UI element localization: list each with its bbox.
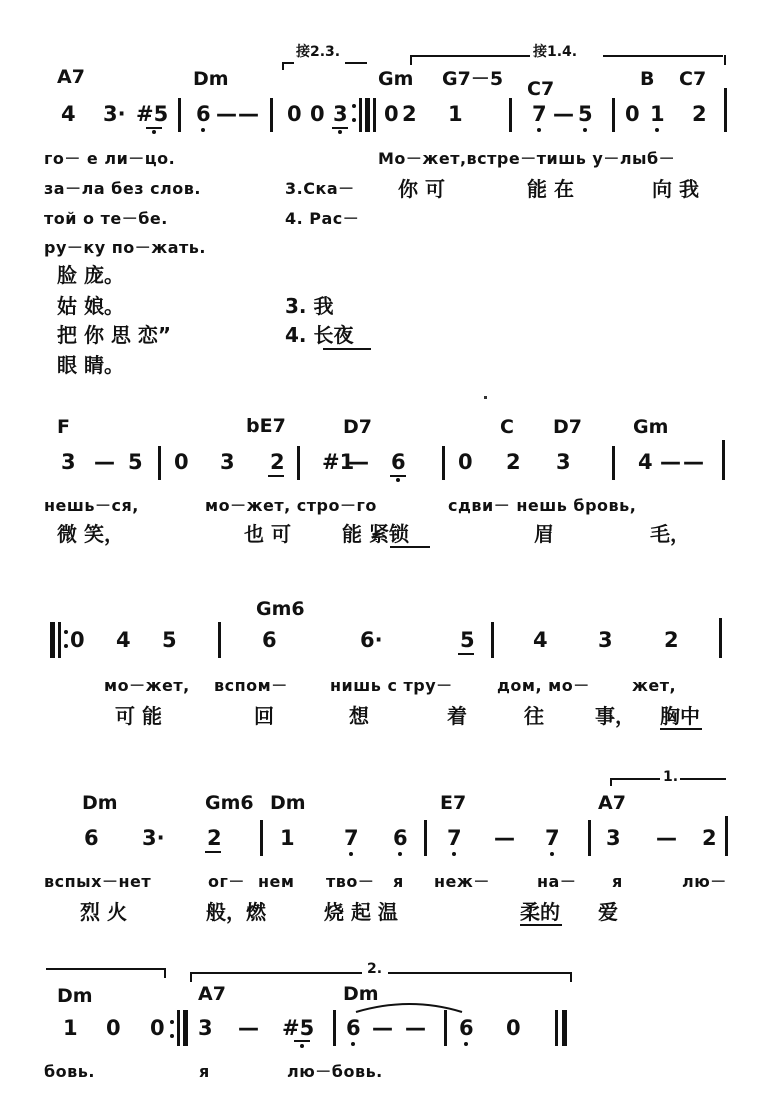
bar-line: [177, 1010, 180, 1046]
lyric-line: 能 紧锁: [342, 522, 409, 546]
lyric-line: нишь с тру－: [330, 676, 453, 695]
ending-label-2-3: 接2.3.: [296, 44, 341, 60]
bar-line: [297, 446, 300, 480]
note: 3: [220, 450, 235, 474]
lyric-line: 般，燃: [206, 900, 266, 924]
final-bar: [562, 1010, 567, 1046]
lyric-line: 你 可: [398, 177, 445, 201]
note: 6: [393, 826, 408, 850]
note: 5: [128, 450, 143, 474]
ending-line: [282, 62, 284, 70]
lyric-line: 事，: [595, 704, 635, 728]
lyric-line: ру－ку по－жать.: [44, 238, 206, 257]
lyric-line: я: [393, 872, 404, 891]
note: 7: [447, 826, 462, 850]
lyric-line: 烧 起 温: [324, 900, 398, 924]
octave-dot: [452, 852, 456, 856]
note: 4: [638, 450, 653, 474]
underline-beam: [332, 127, 348, 129]
lyric-underline: [323, 348, 371, 350]
note: 2: [270, 450, 285, 474]
bar-line: [612, 98, 615, 132]
lyric-line: 微 笑，: [57, 522, 124, 546]
note: #5: [136, 102, 169, 126]
chord-symbol: E7: [440, 792, 467, 814]
bar-line: [444, 1010, 447, 1046]
chord-symbol: Dm: [270, 792, 306, 814]
volta-line: [570, 972, 572, 982]
note: 1: [63, 1016, 78, 1040]
lyric-line: 回: [254, 704, 274, 728]
note: —: [238, 1016, 259, 1040]
note: 3: [198, 1016, 213, 1040]
lyric-line: неж－: [434, 872, 490, 891]
note: —: [94, 450, 115, 474]
note: 0: [106, 1016, 121, 1040]
note: 0: [287, 102, 302, 126]
underline-beam: [458, 653, 474, 655]
octave-dot: [349, 852, 353, 856]
volta-line: [164, 968, 166, 978]
bar-line: [442, 446, 445, 480]
note: —: [216, 102, 237, 126]
bar-line: [612, 446, 615, 480]
lyric-line: мо－жет,: [104, 676, 190, 695]
lyric-line: 3. 我: [285, 294, 334, 318]
tie-arc: [354, 996, 466, 1016]
volta-label-1: 1.: [663, 769, 679, 785]
lyric-line: 脸 庞。: [57, 263, 124, 287]
note: 4: [61, 102, 76, 126]
lyric-line: вспых－нет: [44, 872, 152, 891]
octave-dot: [201, 128, 205, 132]
chord-symbol: C7: [527, 78, 555, 100]
note: 6: [391, 450, 406, 474]
volta-line: [680, 778, 726, 780]
note: 4: [116, 628, 131, 652]
repeat-bar: [183, 1010, 188, 1046]
bar-line: [158, 446, 161, 480]
ending-line: [410, 55, 412, 65]
lyric-line: 能 在: [527, 177, 574, 201]
ending-line: [724, 55, 726, 65]
lyric-line: 4. 长夜: [285, 323, 354, 347]
lyric-line: жет,: [632, 676, 677, 695]
chord-symbol: D7: [343, 416, 372, 438]
octave-dot: [464, 1042, 468, 1046]
note: 2: [506, 450, 521, 474]
lyric-line: 姑 娘。: [57, 294, 124, 318]
note: —: [372, 1016, 393, 1040]
chord-symbol: Dm: [193, 68, 229, 90]
underline-beam: [390, 475, 406, 477]
note: 0: [174, 450, 189, 474]
lyric-line: дом, мо－: [497, 676, 590, 695]
note: 7: [532, 102, 547, 126]
bar-line: [722, 440, 725, 480]
note: 2: [402, 102, 417, 126]
chord-symbol: C7: [679, 68, 707, 90]
underline-beam: [268, 475, 284, 477]
octave-dot: [655, 128, 659, 132]
lyric-line: я: [612, 872, 623, 891]
chord-symbol: A7: [198, 983, 226, 1005]
repeat-dot: [352, 104, 356, 108]
lyric-line: 3.Ска－: [285, 179, 355, 198]
lyric-line: лю－бовь.: [287, 1062, 383, 1081]
note: #1: [322, 450, 355, 474]
note: 6·: [360, 628, 383, 652]
volta-line: [46, 968, 164, 970]
lyric-line: 也 可: [244, 522, 291, 546]
volta-line: [388, 972, 571, 974]
bar-line: [555, 1010, 558, 1046]
volta-line: [190, 972, 362, 974]
note: —: [494, 826, 515, 850]
note: 0: [150, 1016, 165, 1040]
lyric-line: я: [199, 1062, 210, 1081]
note: #5: [282, 1016, 315, 1040]
chord-symbol: Gm6: [256, 598, 305, 620]
lyric-underline: [390, 546, 430, 548]
note: —: [660, 450, 681, 474]
note: 3: [598, 628, 613, 652]
note: 0: [310, 102, 325, 126]
note: 0: [506, 1016, 521, 1040]
lyric-line: ог－: [208, 872, 245, 891]
lyric-line: 想: [349, 704, 369, 728]
repeat-dot: [352, 118, 356, 122]
note: 5: [578, 102, 593, 126]
bar-line: [491, 622, 494, 658]
lyric-line: 往: [524, 704, 544, 728]
repeat-dot: [64, 630, 68, 634]
note: 3: [606, 826, 621, 850]
chord-symbol: Dm: [343, 983, 379, 1005]
print-speck: [484, 396, 487, 399]
note: 2: [207, 826, 222, 850]
note: 6: [459, 1016, 474, 1040]
lyric-line: 眉: [534, 522, 554, 546]
bar-line: [424, 820, 427, 856]
bar-line: [333, 1010, 336, 1046]
repeat-bar: [365, 98, 370, 132]
note: —: [348, 450, 369, 474]
ending-label-1-4: 接1.4.: [533, 44, 578, 60]
lyric-underline: [660, 728, 702, 730]
lyric-line: 爱: [598, 900, 618, 924]
lyric-line: мо－жет, стро－го: [205, 496, 377, 515]
chord-symbol: Dm: [57, 985, 93, 1007]
octave-dot: [550, 852, 554, 856]
bar-line: [260, 820, 263, 856]
note: 4: [533, 628, 548, 652]
octave-dot: [583, 128, 587, 132]
bar-line: [509, 98, 512, 132]
lyric-line: 柔的: [520, 900, 560, 924]
lyric-line: го－ е ли－цо.: [44, 149, 176, 168]
lyric-line: 胸中: [660, 704, 700, 728]
octave-dot: [338, 130, 342, 134]
bar-line: [719, 618, 722, 658]
note: 0: [625, 102, 640, 126]
lyric-line: нешь－ся,: [44, 496, 139, 515]
repeat-dot: [170, 1020, 174, 1024]
repeat-dot: [64, 644, 68, 648]
bar-line: [588, 820, 591, 856]
note: 3: [333, 102, 348, 126]
underline-beam: [146, 127, 162, 129]
bar-line: [359, 98, 362, 132]
note: 0: [458, 450, 473, 474]
chord-symbol: Gm: [378, 68, 414, 90]
note: 6: [346, 1016, 361, 1040]
lyric-line: нем: [258, 872, 295, 891]
repeat-dot: [170, 1034, 174, 1038]
bar-line: [373, 98, 376, 132]
chord-symbol: Gm6: [205, 792, 254, 814]
note: 3: [556, 450, 571, 474]
lyric-line: той о те－бе.: [44, 209, 168, 228]
chord-symbol: C: [500, 416, 514, 438]
note: 1: [650, 102, 665, 126]
volta-line: [610, 778, 660, 780]
lyric-line: за－ла без слов.: [44, 179, 201, 198]
bar-line: [58, 622, 61, 658]
bar-line: [725, 816, 728, 856]
note: 2: [692, 102, 707, 126]
ending-line: [603, 55, 723, 57]
volta-line: [610, 778, 612, 786]
note: 7: [545, 826, 560, 850]
note: 1: [280, 826, 295, 850]
octave-dot: [398, 852, 402, 856]
lyric-line: бовь.: [44, 1062, 95, 1081]
chord-symbol: A7: [598, 792, 626, 814]
note: —: [238, 102, 259, 126]
lyric-line: тво－: [326, 872, 375, 891]
chord-symbol: D7: [553, 416, 582, 438]
note: —: [405, 1016, 426, 1040]
note: —: [656, 826, 677, 850]
lyric-line: 向 我: [652, 177, 699, 201]
bar-line: [724, 88, 727, 132]
underline-beam: [294, 1040, 310, 1042]
ending-line: [412, 55, 530, 57]
note: 2: [702, 826, 717, 850]
chord-symbol: B: [640, 68, 655, 90]
ending-line: [345, 62, 367, 64]
chord-symbol: Gm: [633, 416, 669, 438]
bar-line: [218, 622, 221, 658]
lyric-underline: [520, 924, 562, 926]
note: —: [553, 102, 574, 126]
note: 3·: [103, 102, 126, 126]
note: —: [683, 450, 704, 474]
note: 3·: [142, 826, 165, 850]
lyric-line: сдви－ нешь бровь,: [448, 496, 637, 515]
note: 5: [162, 628, 177, 652]
bar-line: [178, 98, 181, 132]
chord-symbol: bE7: [246, 415, 286, 437]
note: 3: [61, 450, 76, 474]
chord-symbol: F: [57, 416, 70, 438]
lyric-line: Мо－жет,встре－тишь у－лыб－: [378, 149, 676, 168]
repeat-bar: [50, 622, 55, 658]
lyric-line: лю－: [682, 872, 727, 891]
volta-line: [190, 972, 192, 982]
note: 7: [344, 826, 359, 850]
chord-symbol: Dm: [82, 792, 118, 814]
chord-symbol: A7: [57, 66, 85, 88]
octave-dot: [537, 128, 541, 132]
note: 0: [70, 628, 85, 652]
lyric-line: 眼 睛。: [57, 353, 124, 377]
lyric-line: 把 你 思 恋”: [57, 323, 172, 347]
octave-dot: [396, 478, 400, 482]
note: 5: [460, 628, 475, 652]
note: 2: [664, 628, 679, 652]
octave-dot: [152, 130, 156, 134]
note: 1: [448, 102, 463, 126]
note: 6: [262, 628, 277, 652]
bar-line: [270, 98, 273, 132]
lyric-line: 毛，: [650, 522, 690, 546]
lyric-line: 4. Рас－: [285, 209, 360, 228]
octave-dot: [300, 1044, 304, 1048]
lyric-line: 着: [447, 704, 467, 728]
underline-beam: [205, 851, 221, 853]
octave-dot: [351, 1042, 355, 1046]
volta-label-2: 2.: [367, 961, 383, 977]
lyric-line: 烈 火: [80, 900, 127, 924]
note: 0: [384, 102, 399, 126]
lyric-line: вспом－: [214, 676, 288, 695]
note: 6: [196, 102, 211, 126]
lyric-line: 可 能: [115, 704, 162, 728]
note: 6: [84, 826, 99, 850]
lyric-line: на－: [537, 872, 577, 891]
chord-symbol: G7－5: [442, 68, 504, 90]
